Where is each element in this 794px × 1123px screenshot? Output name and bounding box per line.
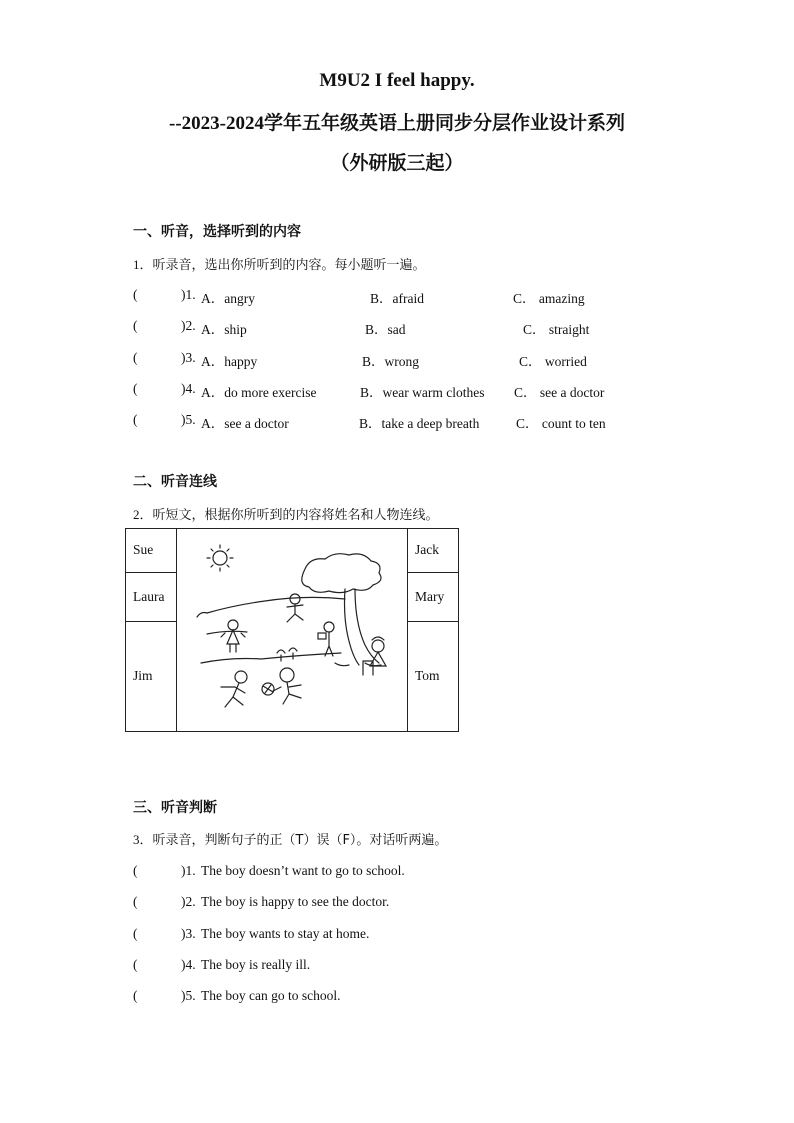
question-number: )2.: [181, 318, 196, 333]
answer-paren[interactable]: (: [133, 957, 138, 972]
answer-paren[interactable]: (: [133, 988, 138, 1003]
section-2-heading: 二、听音连线: [133, 474, 217, 490]
matching-table: [125, 528, 459, 732]
answer-paren[interactable]: (: [133, 287, 138, 302]
name-cell-right[interactable]: Jack: [408, 529, 459, 573]
option-b: B．wear warm clothes: [360, 385, 485, 400]
section-3-instruction: [133, 829, 447, 848]
section-1-heading: 一、听音，选择听到的内容: [133, 224, 301, 240]
question-number: )3.: [181, 350, 196, 365]
option-c: C． see a doctor: [514, 385, 605, 400]
instruction-number: 2: [133, 507, 140, 522]
option-c: C． worried: [519, 354, 587, 369]
instruction-text: ．听录音，判断句子的正（T）误（F）。对话听两遍。: [139, 833, 448, 848]
name-cell-left[interactable]: Jim: [126, 621, 177, 731]
option-b: B．wrong: [362, 354, 419, 369]
scene-picture: [177, 529, 408, 732]
answer-paren[interactable]: (: [133, 926, 138, 941]
sun-icon: [207, 545, 233, 571]
statement-text: The boy is really ill.: [201, 957, 311, 972]
option-c: C． amazing: [513, 291, 585, 306]
instruction-number: 1: [133, 257, 140, 272]
section-1-instruction: [133, 254, 426, 273]
section-3-heading: 三、听音判断: [133, 800, 217, 816]
question-number: )4.: [181, 957, 196, 972]
statement-text: The boy wants to stay at home.: [201, 926, 370, 941]
ball-icon: [262, 683, 274, 695]
judge-row: [133, 957, 693, 975]
instruction-text: ．听录音，选出你所听到的内容。每小题听一遍。: [139, 258, 426, 273]
statement-text: The boy can go to school.: [201, 988, 341, 1003]
question-number: )4.: [181, 381, 196, 396]
title-line-3: （外研版三起）: [330, 153, 464, 174]
option-a: A．ship: [201, 322, 247, 337]
option-c: C． straight: [523, 322, 590, 337]
statement-text: The boy is happy to see the doctor.: [201, 894, 390, 909]
question-number: )2.: [181, 894, 196, 909]
section-2-instruction: [133, 504, 439, 523]
judge-row: [133, 894, 693, 912]
judge-row: [133, 863, 693, 881]
instruction-number: 3: [133, 832, 140, 847]
question-number: )5.: [181, 988, 196, 1003]
question-row: [133, 287, 693, 305]
option-a: A．happy: [201, 354, 258, 369]
title-line-2: --2023-2024学年五年级英语上册同步分层作业设计系列: [169, 113, 625, 134]
question-number: )3.: [181, 926, 196, 941]
option-c: C． count to ten: [516, 416, 606, 431]
answer-paren[interactable]: (: [133, 863, 138, 878]
question-number: )1.: [181, 863, 196, 878]
question-row: [133, 318, 693, 336]
question-row: [133, 412, 693, 430]
children-playing-illustration: [177, 529, 407, 727]
option-b: B．afraid: [370, 291, 424, 306]
answer-paren[interactable]: (: [133, 350, 138, 365]
option-b: B．take a deep breath: [359, 416, 480, 431]
judge-row: [133, 988, 693, 1006]
name-cell-left[interactable]: Laura: [126, 572, 177, 621]
answer-paren[interactable]: (: [133, 412, 138, 427]
option-b: B．sad: [365, 322, 406, 337]
statement-text: The boy doesn’t want to go to school.: [201, 863, 405, 878]
name-cell-right[interactable]: Mary: [408, 572, 459, 621]
option-a: A．see a doctor: [201, 416, 289, 431]
question-number: )1.: [181, 287, 196, 302]
option-a: A．angry: [201, 291, 255, 306]
answer-paren[interactable]: (: [133, 381, 138, 396]
question-number: )5.: [181, 412, 196, 427]
question-row: [133, 381, 693, 399]
name-cell-left[interactable]: Sue: [126, 529, 177, 573]
question-row: [133, 350, 693, 368]
instruction-text: ．听短文，根据你所听到的内容将姓名和人物连线。: [139, 508, 439, 523]
name-cell-right[interactable]: Tom: [408, 621, 459, 731]
answer-paren[interactable]: (: [133, 894, 138, 909]
title-line-1: M9U2 I feel happy.: [319, 70, 475, 91]
answer-paren[interactable]: (: [133, 318, 138, 333]
judge-row: [133, 926, 693, 944]
option-a: A．do more exercise: [201, 385, 317, 400]
